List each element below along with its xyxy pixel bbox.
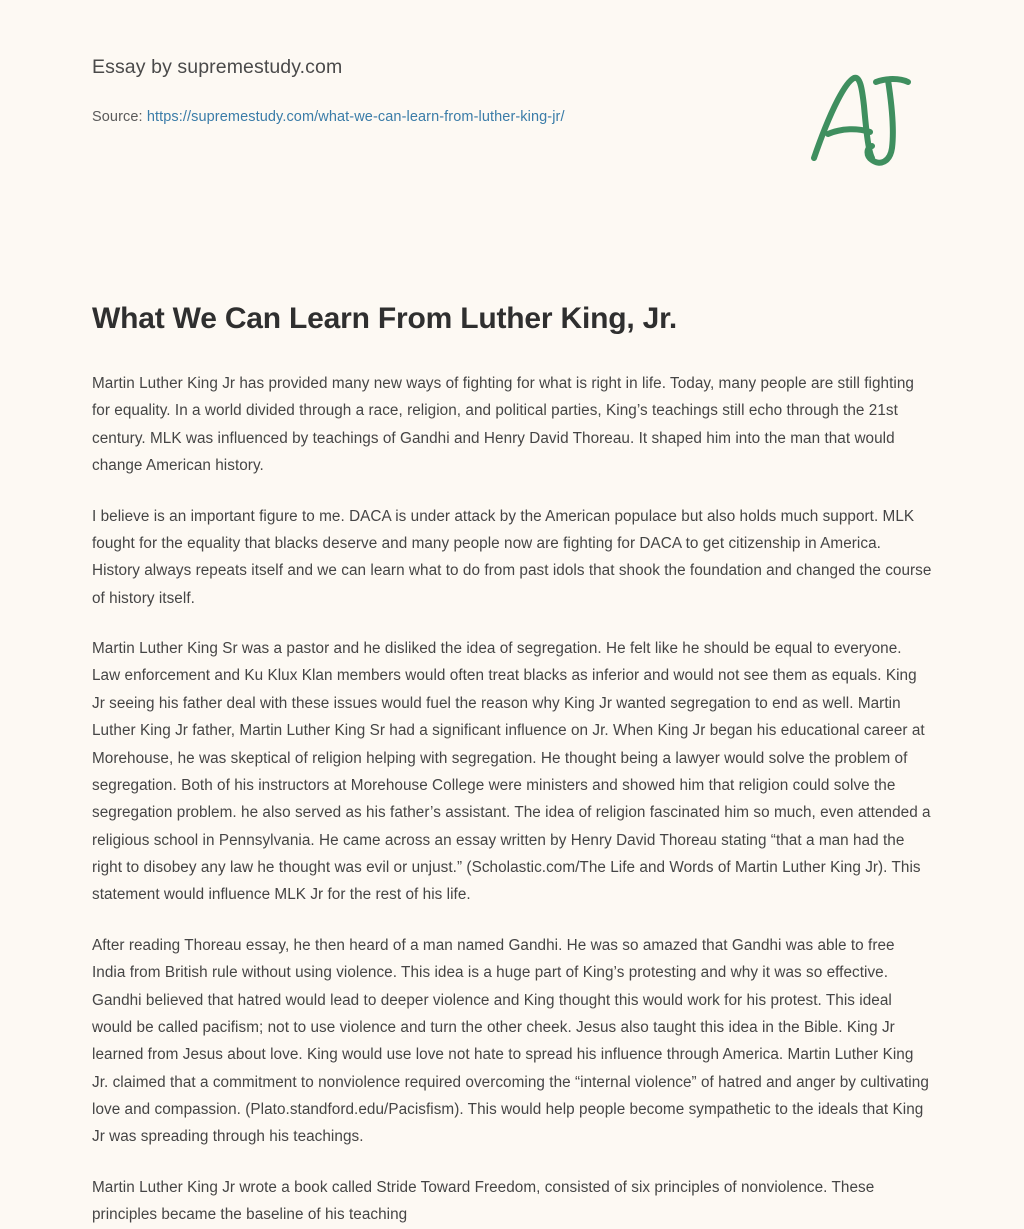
- paragraph: I believe is an important figure to me. DACA is under attack by the American populace but also holds much support. MLK fought for the equality that blacks deserve and many people now are fighting for DACA to get citizenship in America. History always repeats itself and we can learn what to do from past idols that shook the foundation and changed the course of history itself.: [92, 507, 932, 607]
- paragraph: Martin Luther King Jr has provided many new ways of fighting for what is right in life. Today, many people are still fighting for equality. In a world divided through a race, religion, and political parties, King’s teachings still echo through the 21st century. MLK was influenced by teachings of Gandhi and Henry David Thoreau. It shaped him into the man that would change American history.: [92, 375, 914, 475]
- supremestudy-logo-icon: [802, 66, 922, 176]
- paragraph: Martin Luther King Jr wrote a book called Stride Toward Freedom, consisted of six principles of nonviolence. These principles became the baseline of his teaching: [92, 1178, 875, 1224]
- source-label: Source:: [92, 109, 143, 125]
- paragraph: Martin Luther King Sr was a pastor and he disliked the idea of segregation. He felt like he should be equal to everyone. Law enforcement and Ku Klux Klan members would often treat blacks as inferior and would not see them as equals. King Jr seeing his father deal with these issues would fuel the reason why King Jr wanted segregation to end as well. Martin Luther King Jr father, Martin Luther King Sr had a significant influence on Jr. When King Jr began his educational career at Morehouse, he was skeptical of religion helping with segregation. He thought being a lawyer would solve the problem of segregation. Both of his instructors at Morehouse College were ministers and showed him that religion could solve the segregation problem. he also served as his father’s assistant. The idea of religion fascinated him so much, even attended a religious school in Pennsylvania. He came across an essay written by Henry David Thoreau stating “that a man had the right to disobey any law he thought was evil or unjust.” (Scholastic.com/The Life and Words of Martin Luther King Jr). This statement would influence MLK Jr for the rest of his life.: [92, 640, 931, 904]
- byline: Essay by supremestudy.com: [92, 56, 343, 78]
- article-body: [92, 370, 932, 1229]
- source-url-link[interactable]: https://supremestudy.com/what-we-can-learn-from-luther-king-jr/: [146, 109, 565, 125]
- paragraph: After reading Thoreau essay, he then heard of a man named Gandhi. He was so amazed that Gandhi was able to free India from British rule without using violence. This idea is a huge part of King’s protesting and why it was so effective. Gandhi believed that hatred would lead to deeper violence and King thought this would work for his protest. This ideal would be called pacifism; not to use violence and turn the other cheek. Jesus also taught this idea in the Bible. King Jr learned from Jesus about love. King would use love not hate to spread his influence through America. Martin Luther King Jr. claimed that a commitment to nonviolence required overcoming the “internal violence” of hatred and anger by cultivating love and compassion. (Plato.standford.edu/Pacisfism). This would help people become sympathetic to the ideals that King Jr was spreading through his teachings.: [92, 936, 929, 1146]
- document-header: [92, 56, 932, 206]
- page-title: What We Can Learn From Luther King, Jr.: [92, 302, 678, 335]
